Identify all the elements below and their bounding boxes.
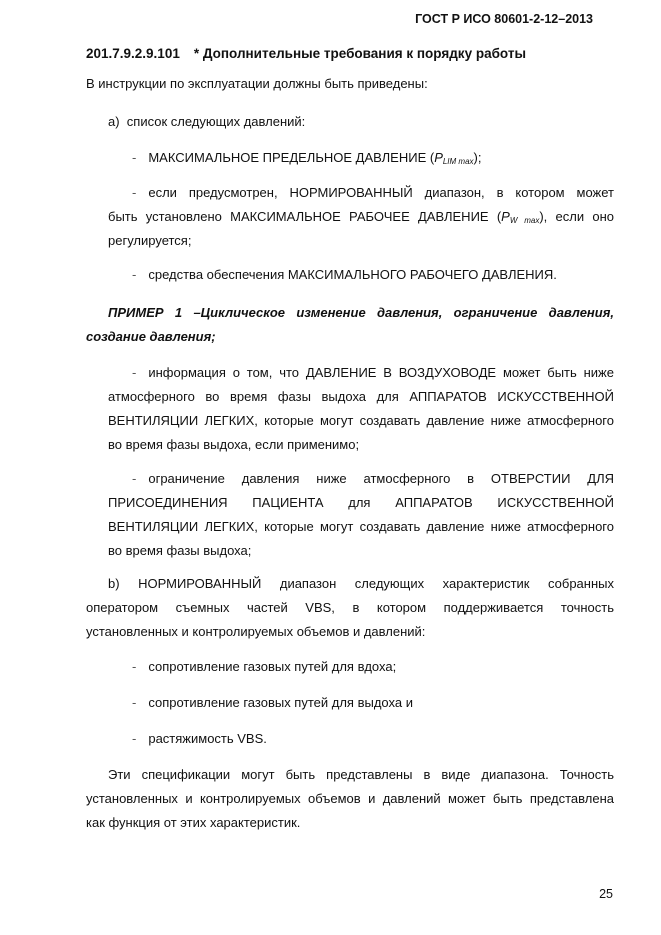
symbol: P xyxy=(434,150,443,165)
document-code-header: ГОСТ Р ИСО 80601-2-12–2013 xyxy=(415,12,593,26)
bullet-tail: ); xyxy=(473,150,482,165)
subscript xyxy=(510,216,540,225)
section-heading xyxy=(86,46,526,61)
symbol: P xyxy=(501,209,510,224)
bullet-2-line-3: регулируется; xyxy=(108,233,192,248)
bullet-text: МАКСИМАЛЬНОЕ ПРЕДЕЛЬНОЕ ДАВЛЕНИЕ ( xyxy=(148,150,435,165)
info2-line-1 xyxy=(132,467,614,491)
info1-line-4: во время фазы выдоха, если применимо; xyxy=(108,437,360,452)
item-a-text: список следующих давлений: xyxy=(126,114,306,129)
closing-line-3: как функция от этих характеристик. xyxy=(86,815,301,830)
section-title-text: * Дополнительные требования к порядку работы xyxy=(193,46,526,61)
item-b-bullet-3 xyxy=(132,727,660,751)
info2-line-4: во время фазы выдоха; xyxy=(108,543,252,558)
bullet-2-line-2-pre: быть установлено МАКСИМАЛЬНОЕ РАБОЧЕЕ ДАВЛЕНИЕ ( xyxy=(108,209,502,224)
section-number: 201.7.9.2.9.101 xyxy=(86,46,180,61)
example-line-2: создание давления; xyxy=(86,329,216,344)
dash-marker: - xyxy=(132,695,137,710)
item-b-line-1: b) НОРМИРОВАННЫЙ диапазон следующих характеристик собранных xyxy=(108,576,614,591)
dash-marker: - xyxy=(132,471,137,486)
closing-line-1: Эти спецификации могут быть представлены в виде диапазона. Точность xyxy=(108,767,614,782)
info1-line-3: ВЕНТИЛЯЦИИ ЛЕГКИХ, которые могут создавать давление ниже атмосферного xyxy=(108,413,614,428)
info1-line-1 xyxy=(132,361,614,385)
info2-line-3: ВЕНТИЛЯЦИИ ЛЕГКИХ, которые могут создавать давление ниже атмосферного xyxy=(108,519,614,534)
intro-paragraph: В инструкции по эксплуатации должны быть приведены: xyxy=(86,76,428,91)
info1-line-1-text: информация о том, что ДАВЛЕНИЕ В ВОЗДУХОВОДЕ может быть ниже xyxy=(148,365,614,380)
item-a-bullet-1 xyxy=(132,146,660,174)
dash-marker: - xyxy=(132,365,137,380)
subscript-text: LIM max xyxy=(442,157,474,166)
item-b-line-2: оператором съемных частей VBS, в котором поддерживается точность xyxy=(86,600,614,615)
bullet-2-line-1 xyxy=(132,181,614,205)
bullet-2-line-1-text: если предусмотрен, НОРМИРОВАННЫЙ диапазон, в котором может xyxy=(148,185,614,200)
info2-line-2: ПРИСОЕДИНЕНИЯ ПАЦИЕНТА для АППАРАТОВ ИСКУССТВЕННОЙ xyxy=(108,495,614,510)
item-b-bullet-2 xyxy=(132,691,660,715)
dash-marker: - xyxy=(132,731,137,746)
bullet-text: растяжимость VBS. xyxy=(148,731,267,746)
item-b-line-3: установленных и контролируемых объемов и давлений: xyxy=(86,624,426,639)
bullet-text: сопротивление газовых путей для выдоха и xyxy=(148,695,413,710)
page-number: 25 xyxy=(599,887,613,901)
item-a-label: а) xyxy=(108,114,120,129)
item-a-bullet-3 xyxy=(132,263,660,287)
item-a xyxy=(108,110,636,134)
example-line-1: ПРИМЕР 1 –Циклическое изменение давления, ограничение давления, xyxy=(108,305,614,320)
subscript xyxy=(443,157,474,166)
dash-marker: - xyxy=(132,659,137,674)
dash-marker: - xyxy=(132,267,137,282)
bullet-text: сопротивление газовых путей для вдоха; xyxy=(148,659,397,674)
bullet-2-line-2-post: ), если оно xyxy=(539,209,614,224)
bullet-3-text: средства обеспечения МАКСИМАЛЬНОГО РАБОЧЕГО ДАВЛЕНИЯ. xyxy=(148,267,557,282)
dash-marker: - xyxy=(132,185,137,200)
item-b-bullet-1 xyxy=(132,655,660,679)
dash-marker: - xyxy=(132,150,137,165)
closing-line-2: установленных и контролируемых объемов и давлений может быть представлена xyxy=(86,791,614,806)
subscript-text: W max xyxy=(509,216,540,225)
info1-line-2: атмосферного во время фазы выдоха для АППАРАТОВ ИСКУССТВЕННОЙ xyxy=(108,389,614,404)
info2-line-1-text: ограничение давления ниже атмосферного в ОТВЕРСТИИ ДЛЯ xyxy=(148,471,614,486)
